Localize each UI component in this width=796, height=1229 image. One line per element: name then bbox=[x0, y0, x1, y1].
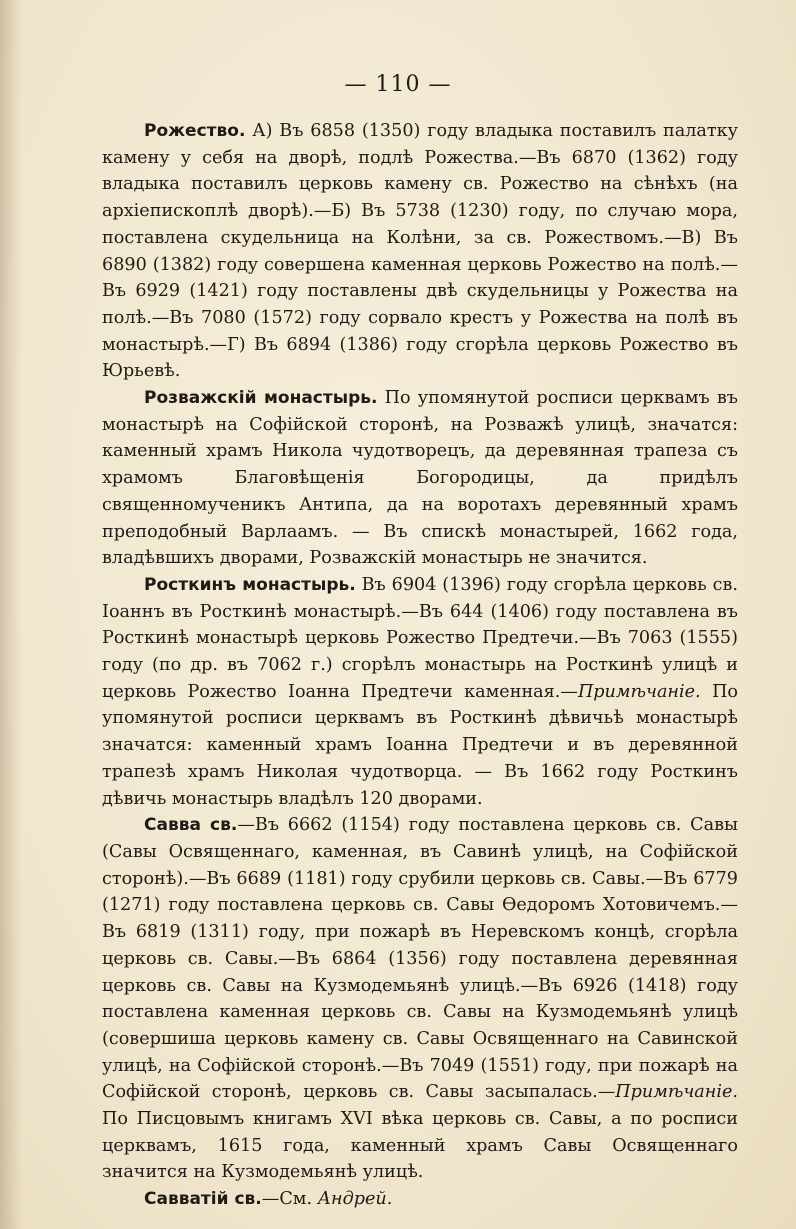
dictionary-text bbox=[102, 118, 738, 1213]
entry-text: —Въ 6662 (1154) году поставлена церковь св. Савы (Савы Освященнаго, каменная, въ Савинѣ улицѣ, на Софійской сторонѣ).—Въ 6689 (1181) году срубили церковь св. Савы.—Въ 6779 (1271) году поставлена церковь св. Савы Ѳедоромъ Хотовичемъ.—Въ 6819 (1311) году, при пожарѣ въ Неревскомъ концѣ, сгорѣла церковь св. Савы.—Въ 6864 (1356) году поставлена деревянная церковь св. Савы на Кузмодемьянѣ улицѣ.—Въ 6926 (1418) году поставлена каменная церковь св. Савы на Кузмодемьянѣ улицѣ (совершиша церковь камену св. Савы Освященнаго на Савинской улицѣ, на Софійской сторонѣ.—Въ 7049 (1551) году, при пожарѣ на Софійской сторонѣ, церковь св. Савы засыпалась.— bbox=[102, 815, 738, 1103]
entry-text: —См. bbox=[261, 1189, 318, 1210]
entry-headword: Росткинъ монастырь. bbox=[144, 574, 356, 595]
entry-savva bbox=[102, 812, 738, 1186]
entry-text: Въ 6904 (1396) году сгорѣла церковь св. Іоаннъ въ Росткинѣ монастырѣ.—Въ 644 (1406) году поставлена въ Росткинѣ монастырѣ церковь Рожество Предтечи.—Въ 7063 (1555) году (по др. въ 7062 г.) сгорѣлъ монастырь на Росткинѣ улицѣ и церковь Рожество Іоанна Предтечи каменная.— bbox=[102, 574, 738, 702]
entry-rostkin-monastery bbox=[102, 572, 738, 812]
entry-rozhestvo bbox=[102, 118, 738, 385]
entry-headword: Савва св. bbox=[144, 815, 238, 836]
entry-note-label: Примѣчаніе. bbox=[577, 681, 701, 702]
entry-note-text: По упомянутой росписи церквамъ въ Росткинѣ дѣвичьѣ монастырѣ значатся: каменный храмъ Іоанна Предтечи и въ деревянной трапезѣ храмъ Николая чудотворца. — Въ 1662 году Росткинъ дѣвичь монастырь владѣлъ 120 дворами. bbox=[102, 681, 738, 809]
cross-reference: Андрей. bbox=[317, 1189, 393, 1210]
spine-shadow bbox=[0, 0, 22, 1229]
entry-rozvazhsky-monastery bbox=[102, 385, 738, 572]
entry-headword: Розважскій монастырь. bbox=[144, 388, 378, 409]
entry-text: По упомянутой росписи церквамъ въ монастырѣ на Софійской сторонѣ, на Розважѣ улицѣ, значатся: каменный храмъ Никола чудотворецъ, да деревянная трапеза съ храмомъ Благовѣщенія Богородицы, да придѣлъ священномученикъ Антипа, да на воротахъ деревянный храмъ преподобный Варлаамъ. — Въ спискѣ монастырей, 1662 года, владѣвшихъ дворами, Розважскій монастырь не значится. bbox=[102, 388, 738, 569]
page-number: — 110 — bbox=[344, 72, 452, 97]
entry-headword: Рожество. bbox=[144, 121, 246, 141]
entry-savvaty bbox=[102, 1186, 738, 1213]
entry-note-label: Примѣчаніе. bbox=[615, 1082, 738, 1103]
entry-note-text: По Писцовымъ книгамъ XVI вѣка церковь св. Савы, а по росписи церквамъ, 1615 года, каменный храмъ Савы Освященнаго значится на Кузмодемьянѣ улицѣ. bbox=[102, 1109, 738, 1183]
entry-headword: Савватій св. bbox=[144, 1189, 262, 1210]
entry-text: А) Въ 6858 (1350) году владыка поставилъ палатку камену у себя на дворѣ, подлѣ Рожества.—Въ 6870 (1362) году владыка поставилъ церковь камену св. Рожество на сѣнѣхъ (на архіепископлѣ дворѣ).—Б) Въ 5738 (1230) году, по случаю мора, поставлена скудельница на Колѣни, за св. Рожествомъ.—В) Въ 6890 (1382) году совершена каменная церковь Рожество на полѣ.—Въ 6929 (1421) году поставлены двѣ скудельницы у Рожества на полѣ.—Въ 7080 (1572) году сорвало крестъ у Рожества на полѣ въ монастырѣ.—Г) Въ 6894 (1386) году сгорѣла церковь Рожество въ Юрьевѣ. bbox=[102, 121, 738, 382]
